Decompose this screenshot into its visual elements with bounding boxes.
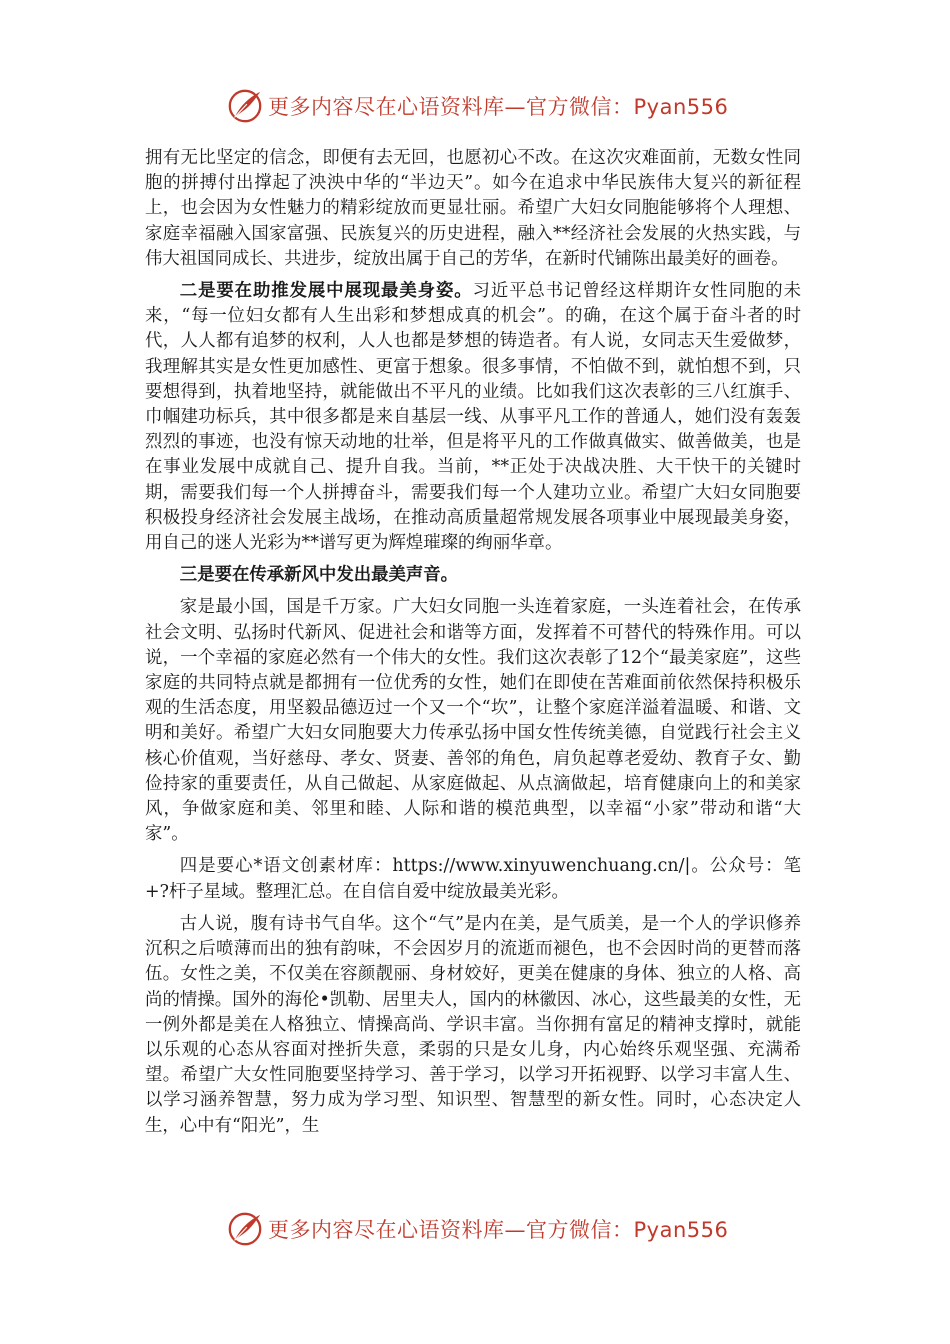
section-heading: 二是要在助推发展中展现最美身姿。: [179, 281, 473, 302]
footer-banner-text: 更多内容尽在心语资料库—官方微信：Pyan556: [268, 1218, 729, 1242]
document-body: [145, 146, 801, 1146]
paragraph: 古人说，腹有诗书气自华。这个“气”是内在美，是气质美，是一个人的学识修养沉积之后喷薄而出的独有韵味，不会因岁月的流逝而褪色，也不会因时尚的更替而落伍。女性之美，不仅美在容颜靓丽、身材姣好，更美在健康的身体、独立的人格、高尚的情操。国外的海伦•凯勒、居里夫人，国内的林徽因、冰心，这些最美的女性，无一例外都是美在人格独立、情操高尚、学识丰富。当你拥有富足的精神支撑时，就能以乐观的心态从容面对挫折失意，柔弱的只是女儿身，内心始终乐观坚强、充满希望。希望广大女性同胞要坚持学习、善于学习，以学习开拓视野、以学习丰富人生、以学习涵养智慧，努力成为学习型、知识型、智慧型的新女性。同时，心态决定人生，心中有“阳光”，生: [145, 913, 801, 1136]
paragraph: 家是最小国，国是千万家。广大妇女同胞一头连着家庭，一头连着社会，在传承社会文明、弘扬时代新风、促进社会和谐等方面，发挥着不可替代的特殊作用。可以说，一个幸福的家庭必然有一个伟大的女性。我们这次表彰了12个“最美家庭”，这些家庭的共同特点就是都拥有一位优秀的女性，她们在即使在苦难面前依然保持积极乐观的生活态度，用坚毅品德迈过一个又一个“坎”，让整个家庭洋溢着温暖、和谐、文明和美好。希望广大妇女同胞要大力传承弘扬中国女性传统美德，自觉践行社会主义核心价值观，当好慈母、孝女、贤妻、善邻的角色，肩负起尊老爱幼、教育子女、勤俭持家的重要责任，从自己做起、从家庭做起、从点滴做起，培育健康向上的和美家风，争做家庭和美、邻里和睦、人际和谐的模范典型，以幸福“小家”带动和谐“大家”。: [145, 597, 801, 845]
footer-banner: [226, 1209, 728, 1249]
paragraph: 四是要心*语文创素材库：https://www.xinyuwenchuang.cn/|。公众号：笔+?杆子星域。整理汇总。在自信自爱中绽放最美光彩。: [145, 856, 801, 902]
paragraph: [145, 279, 801, 556]
quill-logo-icon: [226, 87, 264, 125]
paragraph: 拥有无比坚定的信念，即便有去无回，也愿初心不改。在这次灾难面前，无数女性同胞的拼搏付出撑起了泱泱中华的“半边天”。如今在追求中华民族伟大复兴的新征程上，也会因为女性魅力的精彩绽放而更显壮丽。希望广大妇女同胞能够将个人理想、家庭幸福融入国家富强、民族复兴的历史进程，融入**经济社会发展的火热实践，与伟大祖国同成长、共进步，绽放出属于自己的芳华，在新时代铺陈出最美好的画卷。: [145, 148, 801, 269]
header-banner-text: 更多内容尽在心语资料库—官方微信：Pyan556: [268, 95, 729, 119]
section-heading-paragraph: [145, 563, 801, 588]
section-heading: 三是要在传承新风中发出最美声音。: [179, 565, 459, 586]
quill-logo-icon: [226, 1210, 264, 1248]
paragraph-text: 习近平总书记曾经这样期许女性同胞的未来，“每一位妇女都有人生出彩和梦想成真的机会”。的确，在这个属于奋斗者的时代，人人都有追梦的权利，人人也都是梦想的铸造者。有人说，女同志天生爱做梦，我理解其实是女性更加感性、更富于想象。很多事情，不怕做不到，就怕想不到，只要想得到，执着地坚持，就能做出不平凡的业绩。比如我们这次表彰的三八红旗手、巾帼建功标兵，其中很多都是来自基层一线、从事平凡工作的普通人，她们没有轰轰烈烈的事迹，也没有惊天动地的壮举，但是将平凡的工作做真做实、做善做美，也是在事业发展中成就自己、提升自我。当前，**正处于决战决胜、大干快干的关键时期，需要我们每一个人拼搏奋斗，需要我们每一个人建功立业。希望广大妇女同胞要积极投身经济社会发展主战场，在推动高质量超常规发展各项事业中展现最美身姿，用自己的迷人光彩为**谱写更为辉煌璀璨的绚丽华章。: [145, 281, 801, 554]
header-banner: [226, 86, 728, 126]
